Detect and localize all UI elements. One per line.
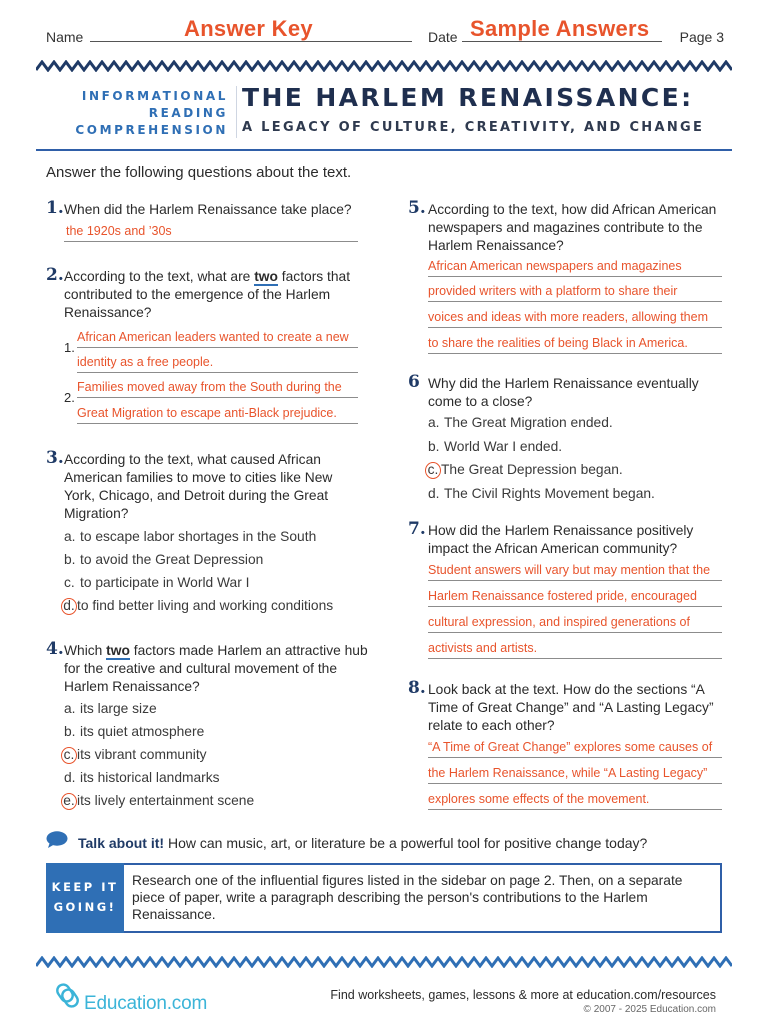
- q7-answer-line3[interactable]: cultural expression, and inspired generations of: [428, 615, 722, 633]
- q2-sub1-answer-line1[interactable]: African American leaders wanted to create a new: [77, 330, 358, 348]
- q4-number: 4.: [46, 639, 64, 659]
- q5-answer-line4[interactable]: to share the realities of being Black in America.: [428, 336, 722, 354]
- q6-text: Why did the Harlem Renaissance eventually come to a close?: [428, 376, 699, 409]
- q2-text: According to the text, what are two factors that contributed to the emergence of the Harlem Renaissance?: [64, 269, 351, 320]
- education-logo-icon: [54, 981, 82, 1009]
- q6-number: 6: [408, 372, 420, 392]
- top-zigzag-border: [36, 60, 732, 72]
- q3-text: According to the text, what caused African American families to move to cities like New York, Chicago, and Detroit during the Great Migration?: [64, 452, 333, 521]
- q1-number: 1.: [46, 198, 64, 218]
- title-side-line2: READING: [148, 106, 228, 120]
- q7-answer-line1[interactable]: Student answers will vary but may mention that the: [428, 563, 722, 581]
- q6-option-b[interactable]: b. World War I ended.: [428, 439, 563, 454]
- q5-answer-line1[interactable]: African American newspapers and magazines: [428, 259, 722, 277]
- q4-option-b[interactable]: b. its quiet atmosphere: [64, 724, 205, 739]
- instructions: Answer the following questions about the text.: [46, 164, 352, 181]
- q5-answer-line2[interactable]: provided writers with a platform to share their: [428, 284, 722, 302]
- keep-it-going-label: KEEP IT GOING!: [46, 863, 124, 933]
- name-answer: Answer Key: [184, 16, 313, 41]
- q5-number: 5.: [408, 198, 426, 218]
- q2-sub2-number: 2.: [64, 390, 75, 405]
- q4-option-e[interactable]: e. its lively entertainment scene: [64, 793, 254, 810]
- q7-text: How did the Harlem Renaissance positively impact the African American community?: [428, 523, 694, 556]
- q5-answer-line3[interactable]: voices and ideas with more readers, allowing them: [428, 310, 722, 328]
- q4-text: Which two factors made Harlem an attractive hub for the creative and cultural movement of the Harlem Renaissance?: [64, 643, 368, 694]
- q4-selected-circle-e: e.: [61, 793, 77, 810]
- q4-option-c[interactable]: c. its vibrant community: [64, 747, 207, 764]
- name-label: Name: [46, 29, 84, 45]
- education-logo-text[interactable]: Education.com: [84, 993, 208, 1014]
- q4-emphasis: two: [106, 643, 130, 658]
- q4-selected-circle-c: c.: [61, 747, 77, 764]
- q7-answer-line4[interactable]: activists and artists.: [428, 641, 722, 659]
- footer-tagline[interactable]: Find worksheets, games, lessons & more at education.com/resources: [330, 988, 716, 1002]
- page-title: THE HARLEM RENAISSANCE:: [242, 83, 694, 112]
- q8-answer-line1[interactable]: “A Time of Great Change” explores some causes of: [428, 740, 722, 758]
- q2-sub2-answer-line1[interactable]: Families moved away from the South during the: [77, 380, 358, 398]
- keep-it-going-text: Research one of the influential figures listed in the sidebar on page 2. Then, on a separate piece of paper, write a paragraph describing the person's contributions to the Harlem Renaissance.: [132, 873, 683, 922]
- q4-option-d[interactable]: d. its historical landmarks: [64, 770, 220, 785]
- q8-number: 8.: [408, 678, 426, 698]
- q3-option-b[interactable]: b. to avoid the Great Depression: [64, 552, 264, 567]
- q6-option-a[interactable]: a. The Great Migration ended.: [428, 415, 613, 430]
- q6-option-d[interactable]: d. The Civil Rights Movement began.: [428, 486, 655, 501]
- title-side-line3: COMPREHENSION: [75, 123, 228, 137]
- q2-sub1-number: 1.: [64, 340, 75, 355]
- q2-sub1-answer-line2[interactable]: identity as a free people.: [77, 355, 358, 373]
- q3-option-c[interactable]: c. to participate in World War I: [64, 575, 250, 590]
- date-answer: Sample Answers: [470, 16, 650, 41]
- q1-text: When did the Harlem Renaissance take place?: [64, 202, 352, 217]
- q8-answer-line2[interactable]: the Harlem Renaissance, while “A Lasting Legacy”: [428, 766, 722, 784]
- date-label: Date: [428, 29, 458, 45]
- q5-text: According to the text, how did African American newspapers and magazines contribute to the Harlem Renaissance?: [428, 202, 717, 253]
- bottom-zigzag-border: [36, 956, 732, 968]
- q2-sub2-answer-line2[interactable]: Great Migration to escape anti-Black prejudice.: [77, 406, 358, 424]
- q3-selected-circle: d.: [61, 598, 77, 615]
- q3-option-d[interactable]: d. to find better living and working conditions: [64, 598, 333, 615]
- title-side-line1: INFORMATIONAL: [81, 89, 228, 103]
- speech-bubble-icon: [46, 831, 68, 848]
- q3-option-a[interactable]: a. to escape labor shortages in the South: [64, 529, 317, 544]
- q2-emphasis: two: [254, 269, 278, 284]
- q2-number: 2.: [46, 265, 64, 285]
- title-rule: [36, 149, 732, 151]
- page-subtitle: A LEGACY OF CULTURE, CREATIVITY, AND CHANGE: [242, 120, 705, 135]
- q4-option-a[interactable]: a. its large size: [64, 701, 157, 716]
- footer-copyright: © 2007 - 2025 Education.com: [583, 1004, 716, 1015]
- title-divider: [236, 86, 237, 138]
- page-number: Page 3: [679, 29, 724, 45]
- q7-answer-line2[interactable]: Harlem Renaissance fostered pride, encouraged: [428, 589, 722, 607]
- q8-text: Look back at the text. How do the sections “A Time of Great Change” and “A Lasting Legacy” relate to each other?: [428, 682, 714, 733]
- q6-selected-circle: c.: [425, 462, 441, 479]
- q1-answer[interactable]: the 1920s and ’30s: [64, 224, 358, 242]
- talk-about-it: Talk about it! How can music, art, or literature be a powerful tool for positive change today?: [78, 835, 648, 851]
- q7-number: 7.: [408, 519, 426, 539]
- q6-option-c[interactable]: c. The Great Depression began.: [428, 462, 623, 479]
- q3-number: 3.: [46, 448, 64, 468]
- q8-answer-line3[interactable]: explores some effects of the movement.: [428, 792, 722, 810]
